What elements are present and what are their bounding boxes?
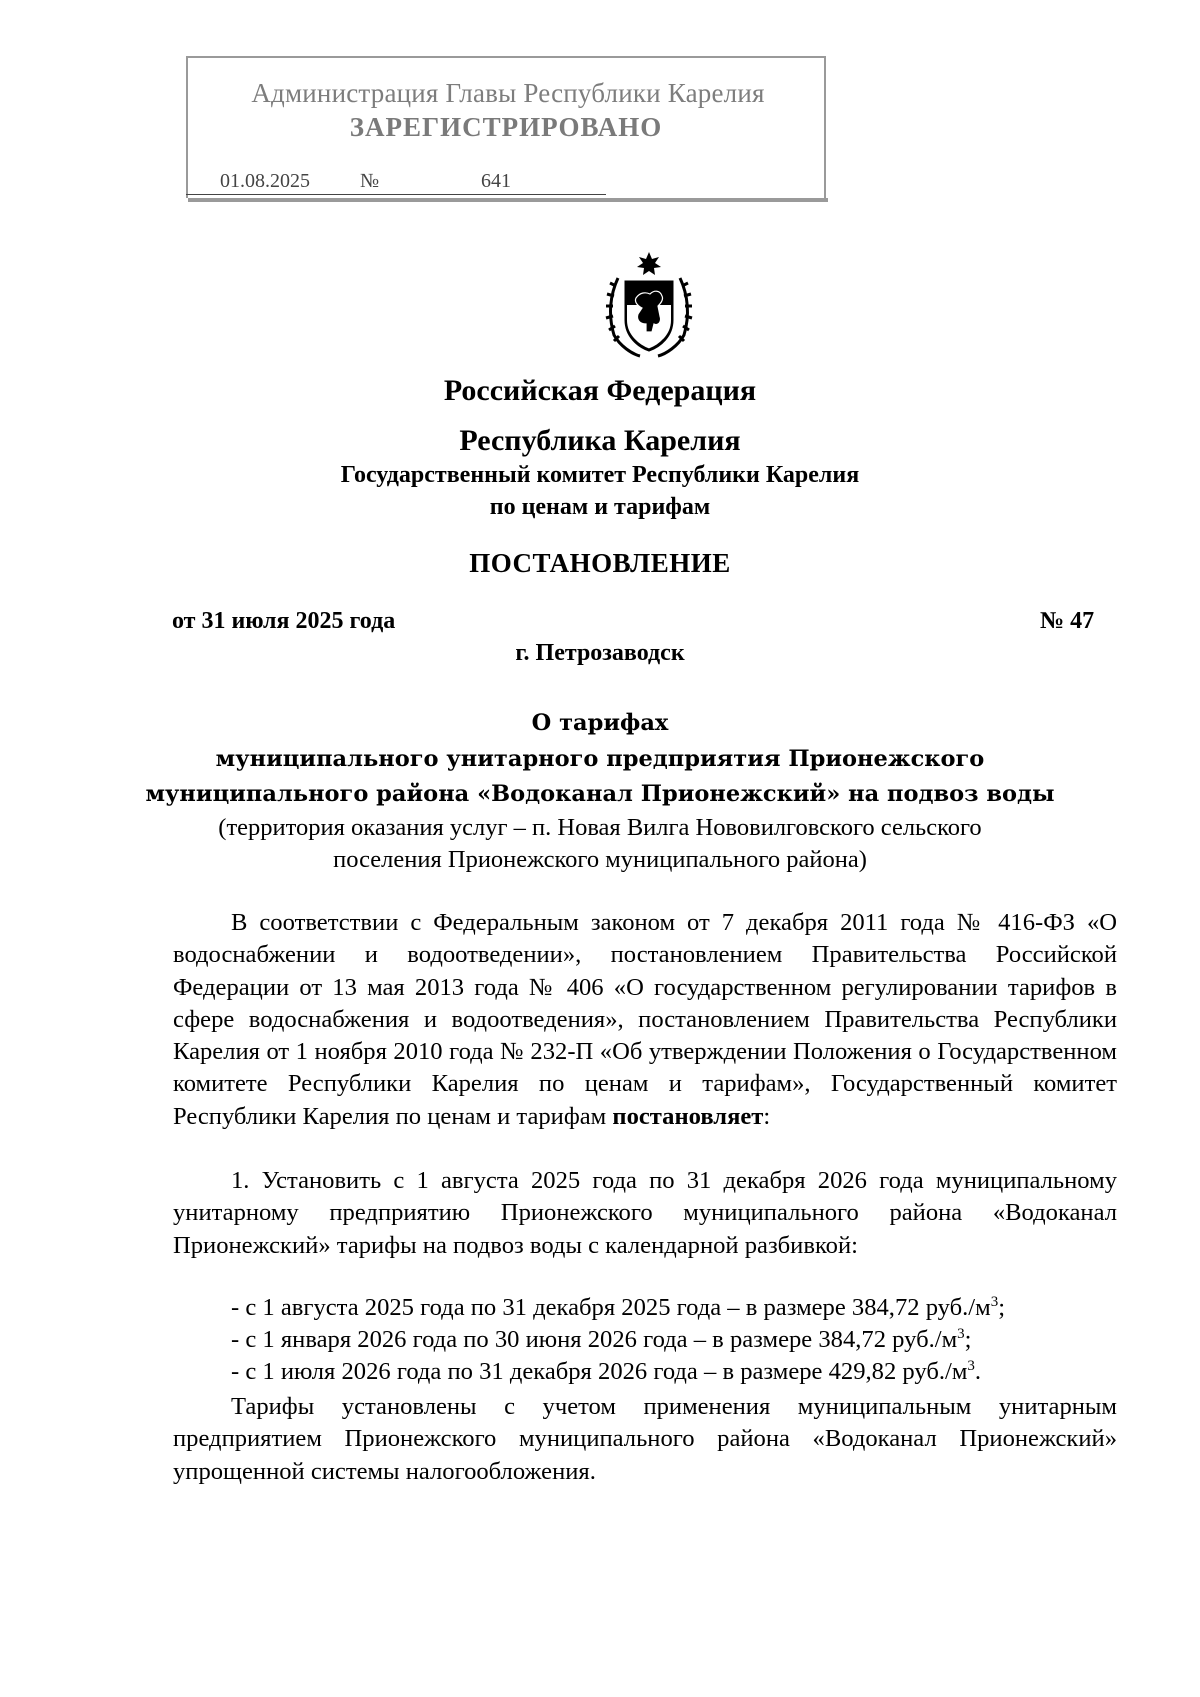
tariff-period-text: - с 1 июля 2026 года по 31 декабря 2026 года – в размере 429,82 руб./м bbox=[231, 1358, 968, 1385]
tax-note-paragraph: Тарифы установлены с учетом применения муниципальным унитарным предприятием Прионежского муниципального района «Водоканал Прионежский» упрощенной системы налогообложения. bbox=[173, 1393, 1117, 1485]
stamp-registration-line bbox=[186, 170, 606, 196]
title-line1: О тарифах bbox=[531, 710, 669, 736]
tariff-unit-exponent: 3 bbox=[957, 1326, 965, 1342]
preamble-decision: постановляет bbox=[612, 1102, 764, 1130]
document-number: № 47 bbox=[1040, 608, 1095, 634]
stamp-date: 01.08.2025 bbox=[220, 170, 310, 192]
stamp-number: 641 bbox=[481, 170, 511, 192]
committee-heading-line2: по ценам и тарифам bbox=[489, 494, 711, 520]
preamble-text: В соответствии с Федеральным законом от 7 декабря 2011 года № 416-ФЗ «О водоснабжении и водоотведении», постановлением Правительства Российской Федерации от 13 мая 2013 года № 406 «О государственном регулировании тарифов в сфере водоснабжения и водоотведения», постановлением Правительства Республики Карелия от 1 ноября 2010 года № 232-П «Об утверждении Положения о Государственном комитете Республики Карелия по ценам и тарифам», Государственный комитет Республики Карелия по ценам и тарифам bbox=[173, 909, 1117, 1130]
tariff-period-text: - с 1 января 2026 года по 30 июня 2026 года – в размере 384,72 руб./м bbox=[231, 1326, 958, 1353]
committee-heading-line1: Государственный комитет Республики Карелия bbox=[340, 462, 860, 488]
country-heading: Российская Федерация bbox=[443, 374, 757, 407]
subtitle-line2: поселения Прионежского муниципального района) bbox=[333, 846, 867, 873]
tariff-unit-exponent: 3 bbox=[990, 1294, 999, 1310]
title-line3: муниципального района «Водоканал Прионежский» на подвоз воды bbox=[145, 781, 1055, 807]
document-type-heading: ПОСТАНОВЛЕНИЕ bbox=[469, 548, 731, 578]
title-line2: муниципального унитарного предприятия Прионежского bbox=[215, 746, 985, 772]
stamp-underline bbox=[186, 194, 606, 195]
stamp-status: ЗАРЕГИСТРИРОВАНО bbox=[349, 112, 663, 142]
stamp-organization: Администрация Главы Республики Карелия bbox=[251, 78, 765, 108]
tariff-period-text: - с 1 августа 2025 года по 31 декабря 2025 года – в размере 384,72 руб./м bbox=[231, 1294, 991, 1321]
preamble-paragraph bbox=[173, 907, 1117, 1133]
stamp-number-label: № bbox=[360, 170, 380, 192]
document-city: г. Петрозаводск bbox=[515, 640, 685, 666]
tariff-period-1 bbox=[231, 1294, 1005, 1322]
coat-of-arms-icon bbox=[600, 250, 698, 360]
preamble-end: : bbox=[763, 1102, 771, 1130]
tariff-unit-exponent: 3 bbox=[967, 1358, 975, 1374]
document-date: от 31 июля 2025 года bbox=[172, 608, 396, 634]
tariff-period-end: ; bbox=[998, 1294, 1006, 1321]
subtitle-line1: (территория оказания услуг – п. Новая Вилга Нововилговского сельского bbox=[218, 814, 982, 841]
tariff-period-end: ; bbox=[964, 1326, 972, 1353]
tariff-period-end: . bbox=[974, 1358, 982, 1385]
tariff-period-2 bbox=[231, 1326, 972, 1354]
republic-heading: Республика Карелия bbox=[459, 424, 741, 457]
item-1-paragraph: 1. Установить с 1 августа 2025 года по 31 декабря 2026 года муниципальному унитарному предприятию Прионежского муниципального района «Водоканал Прионежский» тарифы на подвоз воды с календарной разбивкой: bbox=[173, 1167, 1117, 1259]
tariff-period-3 bbox=[231, 1358, 981, 1386]
